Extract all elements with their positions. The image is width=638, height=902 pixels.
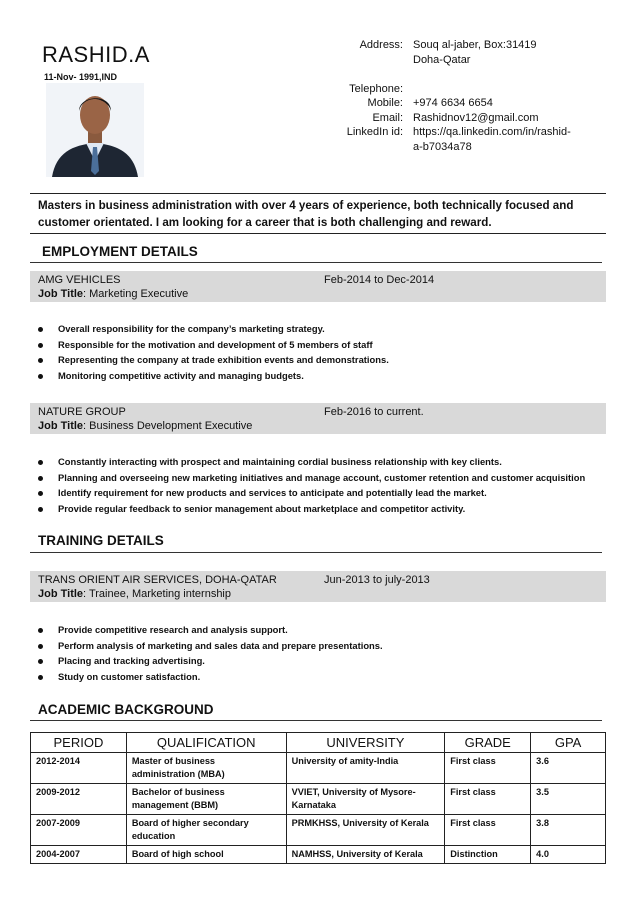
section-divider xyxy=(30,552,602,553)
table-row xyxy=(31,753,606,784)
list-item: Representing the company at trade exhibition events and demonstrations. xyxy=(38,352,389,368)
training-duties-list xyxy=(38,622,383,684)
linkedin-link-cont[interactable]: a-b7034a78 xyxy=(413,140,472,153)
training-header xyxy=(30,571,606,602)
table-row xyxy=(31,784,606,815)
list-item: Identify requirement for new products and services to anticipate and potentially lead the market. xyxy=(38,485,585,501)
table-cell: First class xyxy=(445,753,531,784)
contact-label: Mobile: xyxy=(367,97,403,109)
job-title-value: : Business Development Executive xyxy=(83,420,253,432)
table-cell: Bachelor of business management (BBM) xyxy=(126,784,286,815)
list-item: Provide competitive research and analysis support. xyxy=(38,622,383,638)
table-cell: PRMKHSS, University of Kerala xyxy=(286,815,445,846)
table-row xyxy=(31,815,606,846)
employment-section-title: EMPLOYMENT DETAILS xyxy=(42,244,198,259)
job-duties-list xyxy=(38,321,389,383)
email-link[interactable]: Rashidnov12@gmail.com xyxy=(413,111,539,124)
job-date: Feb-2014 to Dec-2014 xyxy=(324,274,435,286)
table-cell: First class xyxy=(445,815,531,846)
job-title-label: Job Title xyxy=(38,588,84,600)
column-header: GPA xyxy=(531,733,606,753)
list-item: Overall responsibility for the company’s marketing strategy. xyxy=(38,321,389,337)
list-item: Study on customer satisfaction. xyxy=(38,669,383,685)
table-cell: 3.6 xyxy=(531,753,606,784)
contact-label: Address: xyxy=(359,39,403,51)
contact-label xyxy=(330,53,413,68)
contact-row xyxy=(330,38,588,53)
list-item: Monitoring competitive activity and managing budgets. xyxy=(38,368,389,384)
job-organization: AMG VEHICLES xyxy=(38,274,121,286)
column-header: GRADE xyxy=(445,733,531,753)
job-title-value: : Trainee, Marketing internship xyxy=(83,588,231,600)
column-header: UNIVERSITY xyxy=(286,733,445,753)
column-header: PERIOD xyxy=(31,733,127,753)
academic-table xyxy=(30,732,606,864)
table-cell: 3.5 xyxy=(531,784,606,815)
table-cell: 2007-2009 xyxy=(31,815,127,846)
table-cell: VVIET, University of Mysore-Karnataka xyxy=(286,784,445,815)
list-item: Planning and overseeing new marketing initiatives and manage account, customer retention and customer acquisition xyxy=(38,470,585,486)
contact-value: +974 6634 6654 xyxy=(413,97,493,109)
table-cell: First class xyxy=(445,784,531,815)
contact-label xyxy=(330,140,413,155)
contact-row xyxy=(330,140,588,155)
contact-value xyxy=(413,67,588,82)
contact-label: Telephone: xyxy=(349,82,403,95)
training-title xyxy=(38,587,231,602)
contact-value: Souq al-jaber, Box:31419 xyxy=(413,39,537,51)
professional-summary: Masters in business administration with over 4 years of experience, both technically focused and customer orientated. I am looking for a career that is both challenging and reward. xyxy=(30,193,606,234)
academic-section-title: ACADEMIC BACKGROUND xyxy=(38,702,214,717)
list-item: Constantly interacting with prospect and maintaining cordial business relationship with key clients. xyxy=(38,454,585,470)
contact-label: LinkedIn id: xyxy=(346,126,403,138)
list-item: Provide regular feedback to senior management about marketplace and competitor activity. xyxy=(38,501,585,517)
table-cell: 2004-2007 xyxy=(31,846,127,864)
contact-block xyxy=(330,38,588,154)
job-date: Feb-2016 to current. xyxy=(324,406,424,418)
contact-row xyxy=(330,125,588,140)
linkedin-link[interactable]: https://qa.linkedin.com/in/rashid- xyxy=(413,126,571,138)
list-item: Placing and tracking advertising. xyxy=(38,653,383,669)
contact-label: Email: xyxy=(372,111,403,124)
table-cell: NAMHSS, University of Kerala xyxy=(286,846,445,864)
contact-value: Doha-Qatar xyxy=(413,53,471,66)
job-organization: NATURE GROUP xyxy=(38,406,126,418)
table-cell: Distinction xyxy=(445,846,531,864)
section-divider xyxy=(30,262,602,263)
table-cell: 2012-2014 xyxy=(31,753,127,784)
table-cell: University of amity-India xyxy=(286,753,445,784)
column-header: QUALIFICATION xyxy=(126,733,286,753)
list-item: Perform analysis of marketing and sales data and prepare presentations. xyxy=(38,638,383,654)
table-cell: 3.8 xyxy=(531,815,606,846)
date-of-birth: 11-Nov- 1991,IND xyxy=(44,72,118,82)
profile-photo xyxy=(46,83,144,177)
job-title xyxy=(38,287,188,302)
table-cell: Board of higher secondary education xyxy=(126,815,286,846)
contact-row xyxy=(330,53,588,68)
contact-row xyxy=(330,67,588,82)
candidate-name: RASHID.A xyxy=(42,42,150,67)
job-header xyxy=(30,271,606,302)
list-item: Responsible for the motivation and development of 5 members of staff xyxy=(38,337,389,353)
job-title xyxy=(38,419,252,434)
job-header xyxy=(30,403,606,434)
table-cell: Board of high school xyxy=(126,846,286,864)
table-cell: 4.0 xyxy=(531,846,606,864)
job-duties-list xyxy=(38,454,585,516)
training-section-title: TRAINING DETAILS xyxy=(38,533,164,548)
contact-row xyxy=(330,96,588,111)
job-title-value: : Marketing Executive xyxy=(83,288,189,300)
training-organization: TRANS ORIENT AIR SERVICES, DOHA-QATAR xyxy=(38,574,277,586)
table-cell: 2009-2012 xyxy=(31,784,127,815)
contact-label xyxy=(330,67,413,82)
training-date: Jun-2013 to july-2013 xyxy=(324,574,430,586)
table-cell: Master of business administration (MBA) xyxy=(126,753,286,784)
job-title-label: Job Title xyxy=(38,288,84,300)
contact-row xyxy=(330,82,588,97)
job-title-label: Job Title xyxy=(38,420,84,432)
section-divider xyxy=(30,720,602,721)
contact-row xyxy=(330,111,588,126)
contact-value xyxy=(413,82,588,97)
table-header-row xyxy=(31,733,606,753)
table-row xyxy=(31,846,606,864)
